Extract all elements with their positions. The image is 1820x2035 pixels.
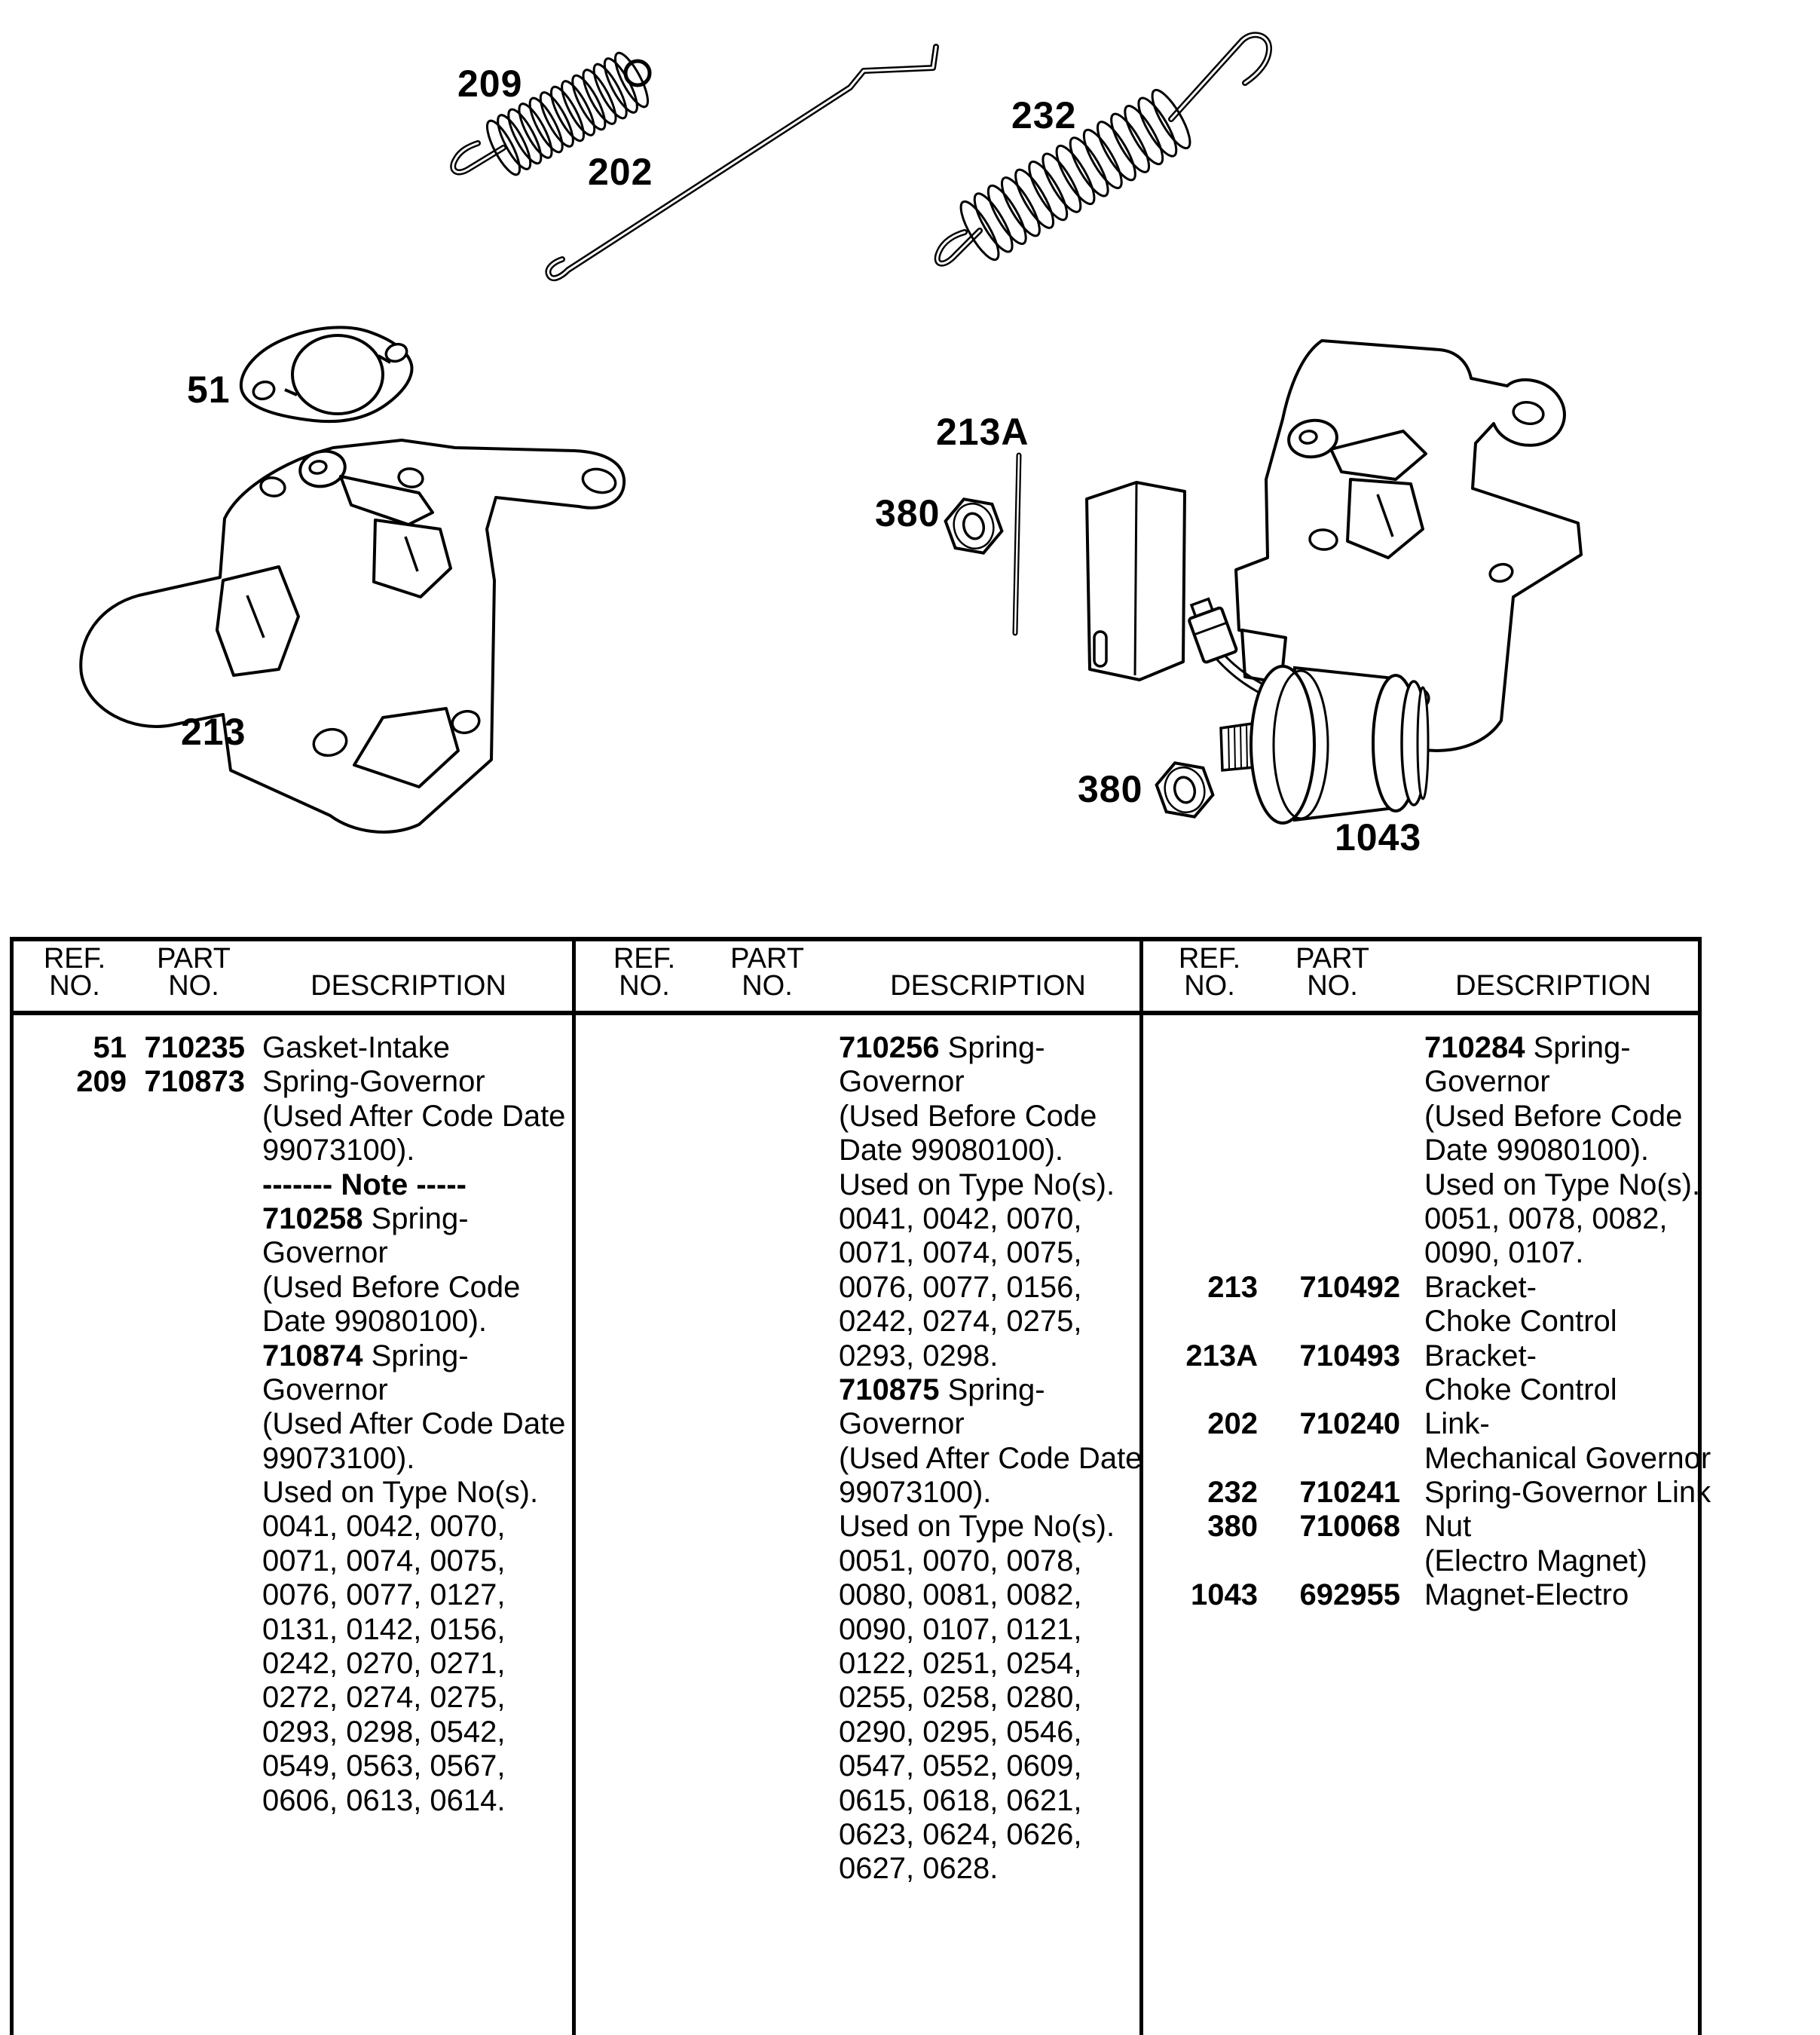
description-cell: [839, 1818, 1082, 1852]
description-cell: [839, 1373, 1045, 1407]
table-line: [1141, 1373, 1698, 1407]
description-cell: [1424, 1065, 1550, 1099]
table-line: [10, 1305, 572, 1339]
table-line: [1141, 1441, 1711, 1476]
description-text: 0131, 0142, 0156,: [262, 1612, 506, 1646]
description-text: Bracket-: [1424, 1270, 1537, 1304]
description-text: 0549, 0563, 0567,: [262, 1749, 506, 1783]
description-text: 0076, 0077, 0156,: [839, 1270, 1082, 1304]
table-line: [574, 1339, 1139, 1373]
description-text: 99073100).: [262, 1441, 415, 1475]
description-cell: [262, 1168, 466, 1202]
description-cell: [262, 1681, 506, 1715]
ref-no-cell: 51: [93, 1031, 127, 1064]
table-line: [1141, 1578, 1698, 1612]
column-header-ref-line2-group1: NO.: [49, 970, 100, 1002]
description-text: 0080, 0081, 0082,: [839, 1578, 1082, 1612]
description-cell: [262, 1202, 469, 1236]
description-text: (Used Before Code: [262, 1270, 521, 1304]
description-cell: [839, 1510, 1115, 1544]
column-header-part-line2-group3: NO.: [1307, 970, 1358, 1002]
description-text: 710256: [839, 1031, 948, 1064]
table-line: [574, 1852, 1139, 1886]
description-cell: [839, 1271, 1082, 1305]
description-cell: [839, 1100, 1097, 1134]
table-line: [1141, 1476, 1711, 1510]
table-line: [10, 1065, 572, 1099]
description-cell: [262, 1100, 565, 1134]
description-text: Used on Type No(s).: [839, 1510, 1115, 1544]
description-cell: [262, 1715, 506, 1749]
description-text: 0272, 0274, 0275,: [262, 1681, 506, 1715]
parts-table-column-group-3: [1141, 1031, 1711, 1613]
description-text: Spring-Governor: [262, 1065, 485, 1099]
description-cell: [262, 1784, 506, 1818]
description-cell: [1424, 1168, 1700, 1202]
table-line: [10, 1168, 572, 1202]
description-cell: [262, 1305, 487, 1339]
description-text: (Used After Code Date: [262, 1407, 566, 1441]
description-cell: [1424, 1134, 1649, 1167]
ref-no-cell: 380: [1207, 1510, 1258, 1544]
part-no-cell: 710068: [1299, 1510, 1400, 1544]
description-cell: [839, 1749, 1082, 1783]
description-text: Governor: [262, 1372, 388, 1406]
table-line: [10, 1236, 572, 1270]
description-cell: [1424, 1202, 1668, 1236]
description-text: 710258: [262, 1201, 372, 1235]
table-line: [10, 1134, 572, 1167]
description-text: 0051, 0078, 0082,: [1424, 1201, 1668, 1235]
description-text: 0242, 0270, 0271,: [262, 1647, 506, 1681]
column-header-part-line2-group1: NO.: [168, 970, 219, 1002]
table-line: [1141, 1305, 1698, 1339]
table-line: [1141, 1407, 1698, 1441]
ref-no-cell: 202: [1207, 1407, 1258, 1441]
table-line: [574, 1236, 1139, 1270]
table-line: [574, 1305, 1139, 1339]
description-text: Date 99080100).: [839, 1134, 1064, 1167]
column-header-ref-line1-group3: REF.: [1178, 943, 1241, 975]
description-cell: [839, 1407, 965, 1441]
description-cell: [262, 1134, 414, 1167]
part-ref-label-1043: 1043: [1335, 816, 1422, 858]
table-line: [1141, 1271, 1698, 1305]
description-cell: [839, 1305, 1082, 1339]
table-line: [10, 1715, 572, 1749]
description-text: 0041, 0042, 0070,: [262, 1510, 506, 1544]
description-text: 0090, 0107, 0121,: [839, 1612, 1082, 1646]
part-ref-label-232: 232: [1011, 94, 1077, 136]
ref-no-cell: 1043: [1191, 1578, 1258, 1612]
table-line: [1141, 1031, 1698, 1065]
description-cell: [839, 1852, 998, 1886]
table-line: [574, 1134, 1139, 1167]
description-text: (Used Before Code: [839, 1099, 1097, 1133]
description-text: Date 99080100).: [262, 1305, 488, 1339]
description-text: 0293, 0298, 0542,: [262, 1715, 506, 1749]
column-header-desc-group2: DESCRIPTION: [890, 970, 1086, 1002]
description-text: Governor: [839, 1065, 965, 1099]
column-header-desc-group1: DESCRIPTION: [310, 970, 506, 1002]
description-text: 0623, 0624, 0626,: [839, 1817, 1082, 1851]
table-line: [1141, 1236, 1698, 1270]
description-cell: [262, 1510, 506, 1544]
description-cell: [262, 1749, 506, 1783]
description-cell: [262, 1271, 520, 1305]
part-ref-label-51: 51: [187, 369, 231, 411]
table-line: [574, 1544, 1139, 1578]
description-cell: [839, 1647, 1082, 1681]
description-cell: [1424, 1236, 1583, 1270]
part-ref-label-213A: 213A: [936, 411, 1029, 453]
table-line: [574, 1613, 1139, 1647]
description-cell: [262, 1476, 538, 1510]
description-text: 0090, 0107.: [1424, 1236, 1584, 1270]
description-text: Governor: [262, 1236, 388, 1270]
table-line: [10, 1407, 572, 1441]
part-ref-label-213: 213: [181, 711, 246, 753]
parts-table-column-group-1: [10, 1031, 572, 1818]
part-no-cell: 692955: [1299, 1578, 1400, 1612]
description-text: 0615, 0618, 0621,: [839, 1783, 1082, 1817]
table-line: [10, 1647, 572, 1681]
description-cell: [1424, 1339, 1537, 1373]
description-cell: [262, 1647, 506, 1681]
parts-table-column-group-2: [574, 1031, 1142, 1887]
table-line: [574, 1681, 1139, 1715]
table-line: [574, 1715, 1139, 1749]
description-cell: [262, 1236, 388, 1270]
table-line: [574, 1373, 1139, 1407]
description-text: 0122, 0251, 0254,: [839, 1647, 1082, 1681]
description-cell: [262, 1544, 506, 1578]
table-line: [1141, 1544, 1698, 1578]
description-cell: [1424, 1031, 1631, 1065]
description-text: Used on Type No(s).: [1424, 1167, 1701, 1201]
column-header-ref-line1-group2: REF.: [613, 943, 676, 975]
description-text: (Used After Code Date: [839, 1441, 1142, 1475]
description-text: Used on Type No(s).: [839, 1167, 1115, 1201]
description-text: Spring-: [371, 1339, 469, 1372]
table-line: [10, 1510, 572, 1544]
table-line: [1141, 1202, 1698, 1236]
table-line: [1141, 1510, 1698, 1544]
table-line: [574, 1202, 1139, 1236]
table-line: [10, 1476, 572, 1510]
description-cell: [262, 1373, 388, 1407]
table-line: [574, 1510, 1139, 1544]
column-header-ref-line2-group2: NO.: [619, 970, 670, 1002]
description-cell: [839, 1065, 965, 1099]
table-line: [10, 1613, 572, 1647]
table-line: [574, 1271, 1139, 1305]
column-header-ref-line2-group3: NO.: [1184, 970, 1235, 1002]
column-header-part-line1-group1: PART: [157, 943, 231, 975]
description-text: 0627, 0628.: [839, 1852, 999, 1886]
part-no-cell: 710492: [1299, 1270, 1400, 1304]
description-text: Choke Control: [1424, 1305, 1617, 1339]
table-line: [574, 1100, 1139, 1134]
description-cell: [839, 1578, 1082, 1612]
part-ref-label-209: 209: [457, 63, 523, 105]
table-line: [1141, 1100, 1698, 1134]
table-line: [1141, 1167, 1701, 1202]
description-text: 0051, 0070, 0078,: [839, 1544, 1082, 1578]
description-text: 99073100).: [839, 1476, 992, 1510]
description-cell: [262, 1578, 506, 1612]
description-text: Spring-: [1533, 1031, 1631, 1064]
description-cell: [839, 1715, 1082, 1749]
column-header-part-line1-group2: PART: [730, 943, 804, 975]
table-header-separator: [10, 1011, 1702, 1015]
description-cell: [1424, 1373, 1617, 1407]
table-line: [10, 1544, 572, 1578]
description-text: 0242, 0274, 0275,: [839, 1305, 1082, 1339]
description-cell: [1424, 1305, 1617, 1339]
description-cell: [1424, 1544, 1647, 1578]
ref-no-cell: 213A: [1185, 1339, 1258, 1372]
description-cell: [839, 1681, 1082, 1715]
description-text: 0293, 0298.: [839, 1339, 999, 1372]
description-text: Governor: [1424, 1065, 1550, 1099]
table-line: [10, 1339, 572, 1373]
table-line: [1141, 1134, 1698, 1167]
table-line: [1141, 1065, 1698, 1099]
part-ref-label-380-upper: 380: [875, 492, 941, 534]
description-cell: [1424, 1271, 1537, 1305]
column-header-ref-line1-group1: REF.: [43, 943, 106, 975]
column-header-part-line2-group2: NO.: [742, 970, 793, 1002]
table-line: [574, 1818, 1139, 1852]
description-text: Spring-Governor Link: [1424, 1476, 1711, 1510]
description-cell: [1424, 1476, 1711, 1510]
ref-no-cell: 209: [76, 1065, 127, 1099]
description-cell: [839, 1168, 1115, 1202]
description-text: (Electro Magnet): [1424, 1544, 1647, 1578]
description-cell: [839, 1476, 991, 1510]
part-ref-label-380-lower: 380: [1078, 768, 1143, 810]
table-line: [10, 1271, 572, 1305]
description-text: 0606, 0613, 0614.: [262, 1783, 506, 1817]
part-no-cell: 710493: [1299, 1339, 1400, 1372]
description-cell: [839, 1339, 998, 1373]
description-cell: [262, 1339, 469, 1373]
table-line: [10, 1373, 572, 1407]
description-text: Mechanical Governor: [1424, 1441, 1711, 1475]
part-no-cell: 710241: [1299, 1476, 1400, 1510]
description-text: 0071, 0074, 0075,: [839, 1236, 1082, 1270]
description-text: 0290, 0295, 0546,: [839, 1715, 1082, 1749]
table-line: [10, 1749, 572, 1783]
description-cell: [1424, 1510, 1471, 1544]
description-cell: [1424, 1442, 1711, 1476]
table-top-border: [10, 937, 1702, 941]
table-line: [574, 1749, 1139, 1783]
description-cell: [839, 1613, 1082, 1647]
description-cell: [839, 1442, 1142, 1476]
description-text: 0255, 0258, 0280,: [839, 1681, 1082, 1715]
description-text: Spring-: [947, 1031, 1045, 1064]
description-text: 0076, 0077, 0127,: [262, 1578, 506, 1612]
description-cell: [839, 1544, 1082, 1578]
description-text: Bracket-: [1424, 1339, 1537, 1372]
ref-no-cell: 232: [1207, 1476, 1258, 1510]
description-text: Used on Type No(s).: [262, 1476, 539, 1510]
description-cell: [839, 1202, 1082, 1236]
description-text: 710874: [262, 1339, 372, 1372]
description-cell: [262, 1031, 450, 1065]
table-line: [10, 1442, 572, 1476]
part-no-cell: 710873: [144, 1065, 245, 1099]
table-line: [10, 1031, 572, 1065]
table-line: [574, 1578, 1139, 1612]
description-cell: [1424, 1100, 1682, 1134]
description-text: Date 99080100).: [1424, 1134, 1650, 1167]
description-text: 710284: [1424, 1031, 1534, 1064]
description-cell: [262, 1407, 565, 1441]
ref-no-cell: 213: [1207, 1270, 1258, 1304]
table-line: [574, 1065, 1139, 1099]
description-text: Link-: [1424, 1407, 1490, 1441]
description-text: (Used Before Code: [1424, 1099, 1683, 1133]
column-header-desc-group3: DESCRIPTION: [1455, 970, 1651, 1002]
table-line: [574, 1476, 1139, 1510]
description-cell: [262, 1442, 414, 1476]
description-cell: [839, 1031, 1045, 1065]
description-text: Magnet-Electro: [1424, 1578, 1629, 1612]
table-line: [574, 1407, 1139, 1441]
description-cell: [262, 1613, 506, 1647]
part-no-cell: 710240: [1299, 1407, 1400, 1441]
table-line: [10, 1202, 572, 1236]
part-ref-label-202: 202: [588, 151, 653, 193]
part-no-cell: 710235: [144, 1031, 245, 1064]
description-text: Gasket-Intake: [262, 1031, 451, 1064]
description-text: Governor: [839, 1407, 965, 1441]
description-text: (Used After Code Date: [262, 1099, 566, 1133]
table-line: [10, 1578, 572, 1612]
description-text: Spring-: [947, 1372, 1045, 1406]
table-line: [10, 1681, 572, 1715]
description-text: 0071, 0074, 0075,: [262, 1544, 506, 1578]
description-cell: [839, 1134, 1063, 1167]
description-text: Nut: [1424, 1510, 1472, 1544]
description-text: 99073100).: [262, 1134, 415, 1167]
description-cell: [1424, 1578, 1629, 1612]
table-line: [574, 1441, 1142, 1476]
column-header-part-line1-group3: PART: [1295, 943, 1369, 975]
table-line: [1141, 1339, 1698, 1373]
table-line: [574, 1168, 1139, 1202]
table-line: [574, 1031, 1139, 1065]
description-cell: [839, 1236, 1082, 1270]
description-text: Spring-: [371, 1201, 469, 1235]
table-line: [10, 1100, 572, 1134]
description-text: 0041, 0042, 0070,: [839, 1201, 1082, 1235]
description-cell: [839, 1784, 1082, 1818]
table-line: [574, 1647, 1139, 1681]
table-line: [10, 1784, 572, 1818]
description-cell: [1424, 1407, 1490, 1441]
description-text: 710875: [839, 1372, 948, 1406]
description-text: ------- Note -----: [262, 1167, 466, 1201]
description-text: Choke Control: [1424, 1372, 1617, 1406]
description-cell: [262, 1065, 485, 1099]
description-text: 0547, 0552, 0609,: [839, 1749, 1082, 1783]
table-line: [574, 1784, 1139, 1818]
